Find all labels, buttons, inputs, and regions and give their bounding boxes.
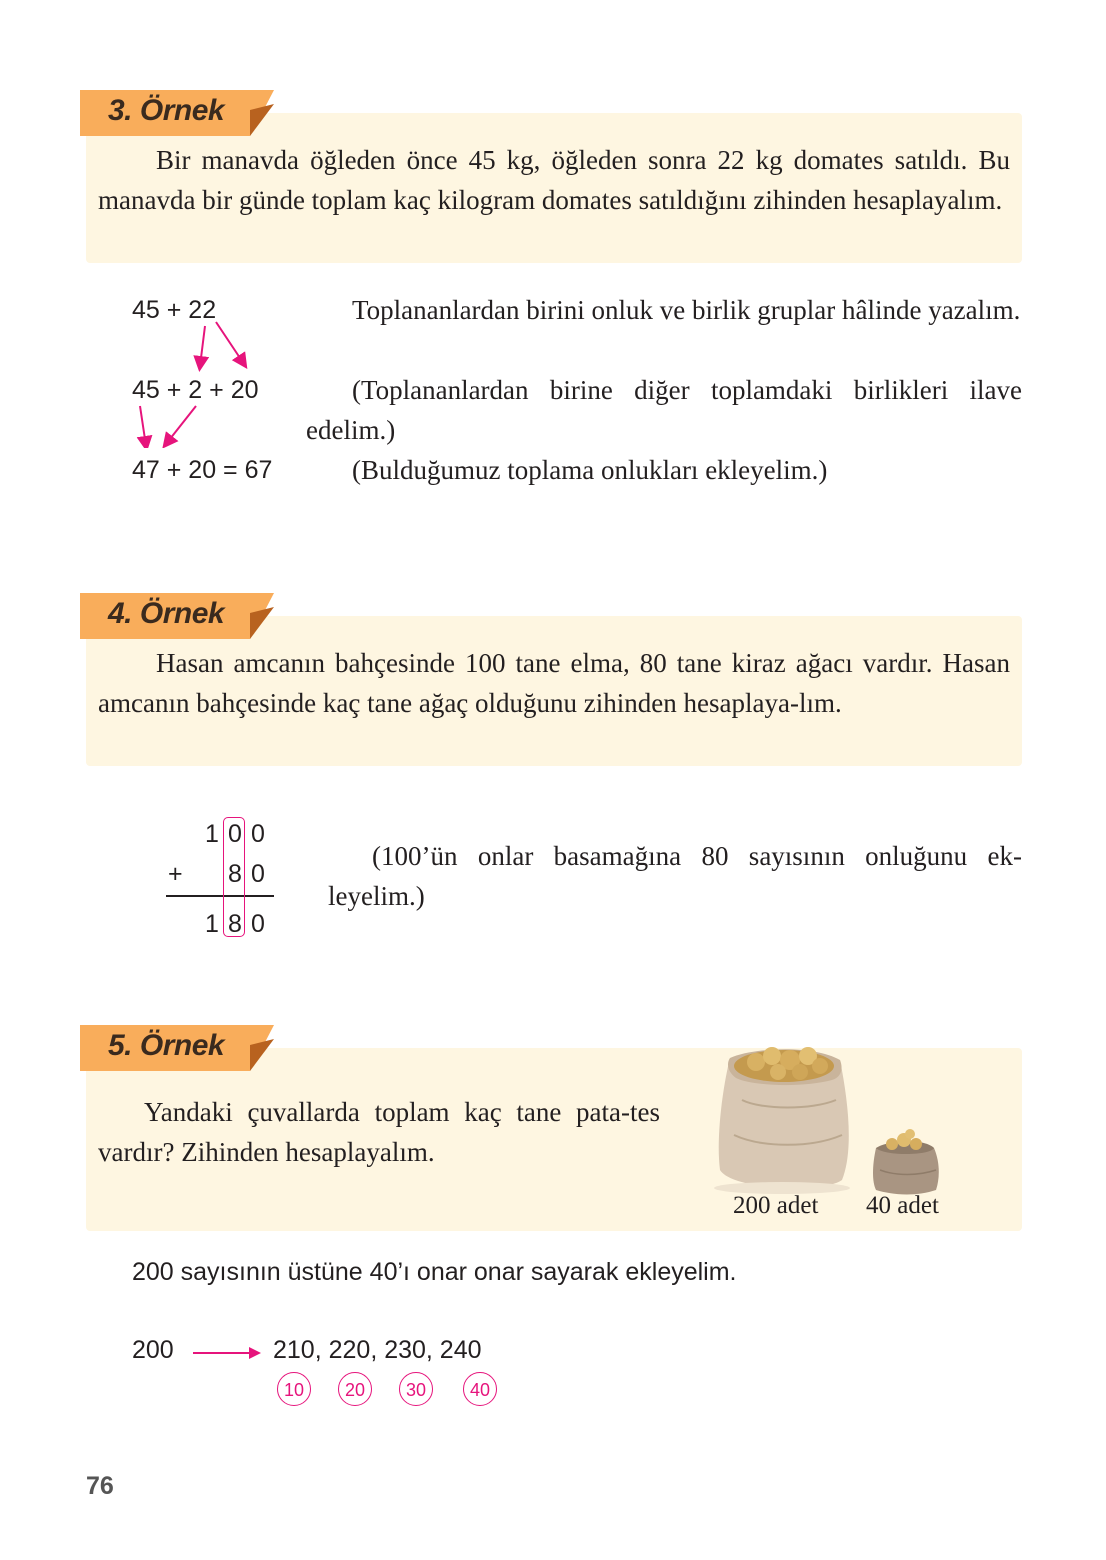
addend1-hundreds: 1 (205, 820, 219, 848)
decompose-arrows-icon (130, 318, 270, 448)
addend2-ones: 0 (251, 860, 265, 888)
plus-sign: + (168, 860, 183, 888)
step-circle: 30 (399, 1372, 433, 1406)
example5-tab (80, 1025, 274, 1069)
example3-step1: Toplananlardan birini onluk ve birlik gruplar hâlinde yazalım. (352, 295, 1021, 325)
example3-math-line3: 47 + 20 = 67 (132, 456, 273, 484)
page-number: 76 (86, 1472, 114, 1500)
example3-title: 3. Örnek (108, 94, 225, 127)
example3-math-line2: 45 + 2 + 20 (132, 376, 259, 404)
example3-math-line1: 45 + 22 (132, 296, 217, 324)
example3-problem: Bir manavda öğleden önce 45 kg, öğleden sonra 22 kg domates satıldı. Bu manavda bir günde toplam kaç kilogram domates satıldığını zihinden hesaplayalım. (98, 145, 1010, 215)
result-tens: 8 (228, 910, 242, 938)
result-ones: 0 (251, 910, 265, 938)
example4-title: 4. Örnek (108, 597, 225, 630)
step-circle: 40 (463, 1372, 497, 1406)
example5-problem: Yandaki çuvallarda toplam kaç tane pata-tes vardır? Zihinden hesaplayalım. (98, 1097, 660, 1167)
result-hundreds: 1 (205, 910, 219, 938)
start-number: 200 (132, 1336, 174, 1364)
example3-step2: (Toplananlardan birine diğer toplamdaki birlikleri ilave edelim.) (306, 375, 1022, 445)
example5-instruction: 200 sayısının üstüne 40’ı onar onar sayarak ekleyelim. (132, 1258, 737, 1286)
addend1-ones: 0 (251, 820, 265, 848)
step-circle: 20 (338, 1372, 372, 1406)
example4-problem: Hasan amcanın bahçesinde 100 tane elma, 80 tane kiraz ağacı vardır. Hasan amcanın bahçesinde kaç tane ağaç olduğunu zihinden hesaplaya-lım. (98, 648, 1010, 718)
count-on-arrow-icon (193, 1346, 263, 1360)
tens-column-highlight (223, 817, 245, 937)
step-circle: 10 (277, 1372, 311, 1406)
large-sack-label: 200 adet (733, 1192, 819, 1219)
example4-explanation: (100’ün onlar basamağına 80 sayısının onluğunu ek-leyelim.) (328, 841, 1022, 911)
example5-title: 5. Örnek (108, 1029, 225, 1062)
addend1-tens: 0 (228, 820, 242, 848)
sum-line (166, 895, 274, 897)
example3-step3: (Bulduğumuz toplama onlukları ekleyelim.) (352, 455, 828, 485)
example3-tab (80, 90, 274, 134)
small-sack-label: 40 adet (866, 1192, 939, 1219)
example4-tab (80, 593, 274, 637)
count-sequence: 210, 220, 230, 240 (273, 1336, 482, 1364)
large-potato-sack-icon (712, 1030, 862, 1195)
addend2-tens: 8 (228, 860, 242, 888)
small-potato-sack-icon (866, 1126, 946, 1196)
